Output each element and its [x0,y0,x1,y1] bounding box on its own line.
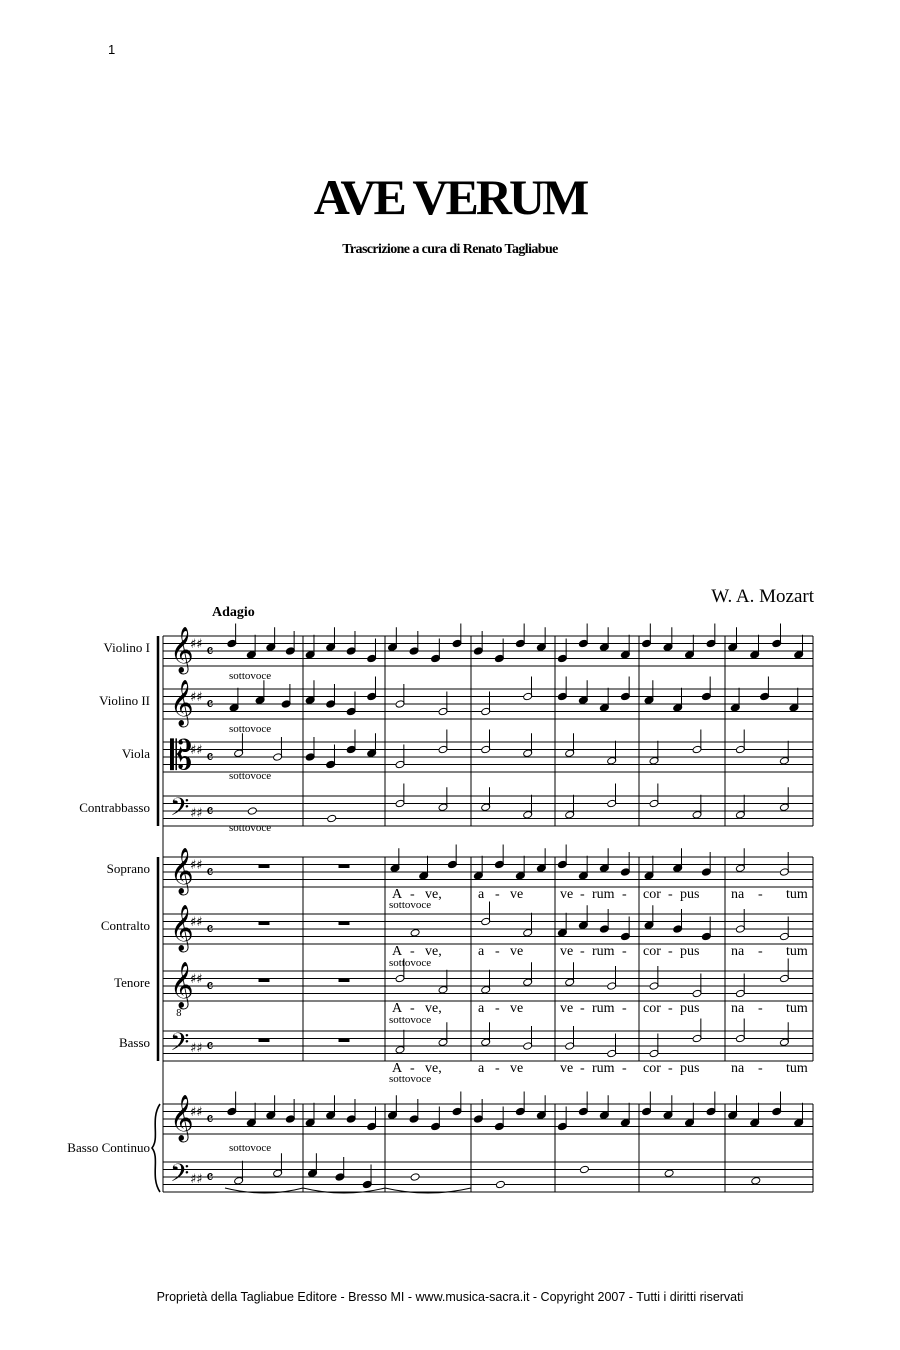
time-signature-icon: 𝄴 [206,802,214,822]
lyric-hyphen: - [758,1001,763,1016]
time-signature-icon: 𝄴 [206,1168,214,1188]
lyric-hyphen: - [580,944,585,959]
lyric-syllable: pus [680,944,700,959]
key-signature-icon: ♯♯ [190,858,203,873]
lyric-hyphen: - [580,1061,585,1076]
lyric-syllable: a [478,1001,485,1016]
lyric-hyphen: - [622,887,627,902]
key-signature-icon: ♯♯ [190,972,203,987]
lyric-syllable: A [392,1001,403,1016]
lyric-syllable: rum [592,1061,615,1076]
lyric-syllable: A [392,944,403,959]
clef-icon: 𝄡 [170,733,193,779]
instrument-label-basso: Basso [118,1035,150,1050]
lyric-hyphen: - [495,887,500,902]
time-signature-icon: 𝄴 [206,977,214,997]
lyric-syllable: ve [560,887,574,902]
lyric-syllable: ve, [425,944,442,959]
dynamic-basso: sottovoce [389,1073,432,1085]
key-signature-icon: ♯♯ [190,1172,203,1187]
lyric-syllable: ve [510,1061,524,1076]
lyric-syllable: A [392,1061,403,1076]
page-number: 1 [108,42,116,57]
lyric-syllable: a [478,944,485,959]
lyric-hyphen: - [410,944,415,959]
instrument-label-violino-2: Violino II [99,693,150,708]
lyric-hyphen: - [622,1001,627,1016]
lyric-hyphen: - [758,944,763,959]
instrument-label-violino-1: Violino I [103,640,150,655]
lyric-syllable: tum [786,944,808,959]
lyric-hyphen: - [580,887,585,902]
score-title: AVE VERUM [313,169,587,225]
time-signature-icon: 𝄴 [206,863,214,883]
clef-icon: 𝄢 [170,1028,190,1063]
lyric-syllable: a [478,887,485,902]
instrument-label-contralto: Contralto [100,918,150,933]
time-signature-icon: 𝄴 [206,642,214,662]
lyric-syllable: pus [680,1001,700,1016]
key-signature-icon: ♯♯ [190,806,203,821]
lyric-syllable: tum [786,1061,808,1076]
key-signature-icon: ♯♯ [190,915,203,930]
dynamic-basso-continuo: sottovoce [229,1142,272,1154]
lyric-hyphen: - [410,887,415,902]
lyric-hyphen: - [495,1061,500,1076]
lyric-hyphen: - [410,1001,415,1016]
continuo-brace [152,1104,160,1192]
dynamic-contrabbasso: sottovoce [229,822,272,834]
time-signature-icon: 𝄴 [206,920,214,940]
dynamic-violino-1: sottovoce [229,670,272,682]
instrument-label-soprano: Soprano [106,861,150,876]
lyric-syllable: na [731,944,745,959]
lyric-syllable: cor [643,887,661,902]
tempo-marking: Adagio [212,605,255,620]
dynamic-tenore: sottovoce [389,1014,432,1026]
clef-icon: 𝄞 [170,680,194,726]
lyric-syllable: na [731,1001,745,1016]
lyric-syllable: ve, [425,1061,442,1076]
lyric-syllable: na [731,887,745,902]
lyric-hyphen: - [758,1061,763,1076]
dynamic-contralto: sottovoce [389,957,432,969]
key-signature-icon: ♯♯ [190,690,203,705]
lyric-syllable: A [392,887,403,902]
lyric-hyphen: - [495,944,500,959]
lyric-hyphen: - [622,944,627,959]
lyric-hyphen: - [410,1061,415,1076]
time-signature-icon: 𝄴 [206,1037,214,1057]
clef-icon: 𝄞 [170,1095,194,1141]
dynamic-viola: sottovoce [229,770,272,782]
copyright-footer: Proprietà della Tagliabue Editore - Bresso MI - www.musica-sacra.it - Copyright 2007 - Tutti i diritti riservati [156,1290,744,1304]
lyric-syllable: ve [560,1061,574,1076]
lyric-syllable: tum [786,1001,808,1016]
instrument-label-basso-continuo: Basso Continuo [67,1140,150,1155]
lyric-syllable: ve [560,944,574,959]
lyric-syllable: rum [592,887,615,902]
lyric-syllable: pus [680,1061,700,1076]
clef-icon: 𝄞 [170,962,194,1008]
lyric-syllable: cor [643,1001,661,1016]
lyric-syllable: ve [560,1001,574,1016]
dynamic-soprano: sottovoce [389,899,432,911]
instrument-label-viola: Viola [121,746,150,761]
lyric-syllable: na [731,1061,745,1076]
svg-text:8: 8 [176,1009,182,1019]
score-subtitle: Trascrizione a cura di Renato Tagliabue [342,242,558,257]
lyric-syllable: ve, [425,1001,442,1016]
clef-icon: 𝄞 [170,848,194,894]
clef-icon: 𝄞 [170,905,194,951]
dynamic-violino-2: sottovoce [229,723,272,735]
time-signature-icon: 𝄴 [206,695,214,715]
staff-lines [163,636,813,1192]
lyric-hyphen: - [668,944,673,959]
key-signature-icon: ♯♯ [190,1105,203,1120]
clef-icon: 𝄞 [170,627,194,673]
lyric-syllable: ve [510,1001,524,1016]
lyric-hyphen: - [580,1001,585,1016]
lyric-syllable: cor [643,944,661,959]
lyric-syllable: tum [786,887,808,902]
clef-icon: 𝄢 [170,1159,190,1194]
lyric-syllable: ve [510,887,524,902]
time-signature-icon: 𝄴 [206,1110,214,1130]
instrument-label-tenore: Tenore [114,975,150,990]
composer-name: W. A. Mozart [711,586,814,607]
lyric-hyphen: - [495,1001,500,1016]
lyric-syllable: a [478,1061,485,1076]
lyric-hyphen: - [758,887,763,902]
lyric-syllable: rum [592,1001,615,1016]
lyric-hyphen: - [622,1061,627,1076]
lyric-syllable: rum [592,944,615,959]
key-signature-icon: ♯♯ [190,637,203,652]
key-signature-icon: ♯♯ [190,1041,203,1056]
lyric-syllable: cor [643,1061,661,1076]
lyric-hyphen: - [668,1001,673,1016]
lyric-syllable: pus [680,887,700,902]
lyric-hyphen: - [668,887,673,902]
clef-icon: 𝄢 [170,793,190,828]
lyric-syllable: ve [510,944,524,959]
instrument-label-contrabbasso: Contrabbasso [79,800,150,815]
lyric-hyphen: - [668,1061,673,1076]
time-signature-icon: 𝄴 [206,748,214,768]
key-signature-icon: ♯♯ [190,743,203,758]
lyric-syllable: ve, [425,887,442,902]
